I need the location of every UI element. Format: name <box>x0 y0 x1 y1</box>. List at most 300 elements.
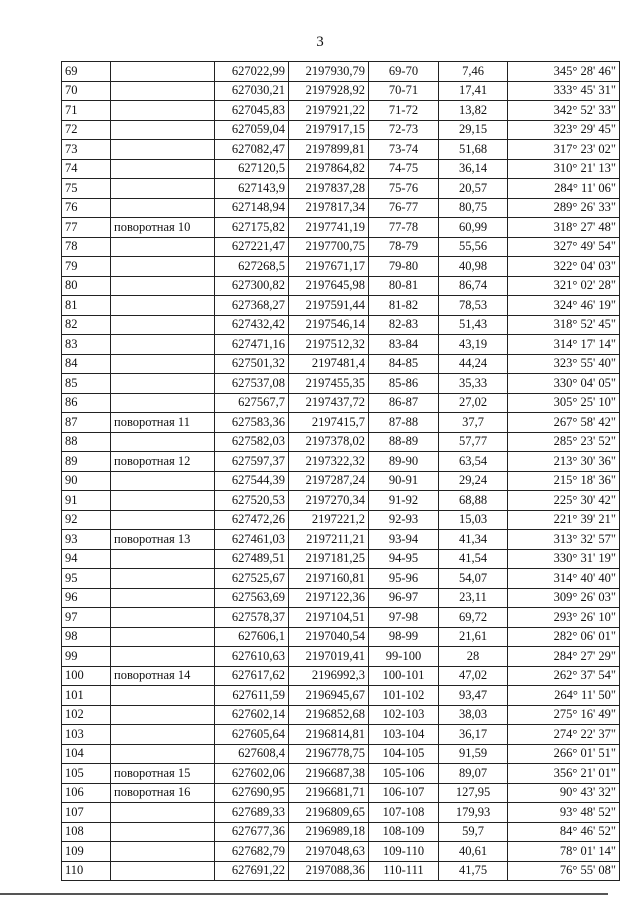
point-number-cell: 78 <box>62 237 111 257</box>
segment-cell: 69-70 <box>369 62 439 82</box>
segment-cell: 96-97 <box>369 588 439 608</box>
x-coordinate-cell: 627677,36 <box>215 822 289 842</box>
direction-angle-cell: 293° 26' 10" <box>508 608 620 628</box>
direction-angle-cell: 305° 25' 10" <box>508 393 620 413</box>
length-cell: 44,24 <box>439 354 508 374</box>
direction-angle-cell: 93° 48' 52" <box>508 803 620 823</box>
point-number-cell: 72 <box>62 120 111 140</box>
table-row <box>62 569 620 589</box>
direction-angle-cell: 330° 04' 05" <box>508 374 620 394</box>
segment-cell: 100-101 <box>369 666 439 686</box>
point-number-cell: 71 <box>62 101 111 121</box>
y-coordinate-cell: 2197917,15 <box>289 120 369 140</box>
x-coordinate-cell: 627045,83 <box>215 101 289 121</box>
y-coordinate-cell: 2197181,25 <box>289 549 369 569</box>
y-coordinate-cell: 2197378,02 <box>289 432 369 452</box>
table-row <box>62 666 620 686</box>
direction-angle-cell: 323° 29' 45" <box>508 120 620 140</box>
segment-cell: 78-79 <box>369 237 439 257</box>
segment-cell: 76-77 <box>369 198 439 218</box>
segment-cell: 110-111 <box>369 861 439 881</box>
x-coordinate-cell: 627082,47 <box>215 140 289 160</box>
direction-angle-cell: 264° 11' 50" <box>508 686 620 706</box>
table-row <box>62 471 620 491</box>
point-number-cell: 69 <box>62 62 111 82</box>
table-row <box>62 62 620 82</box>
direction-angle-cell: 289° 26' 33" <box>508 198 620 218</box>
table-row <box>62 530 620 550</box>
direction-angle-cell: 215° 18' 36" <box>508 471 620 491</box>
y-coordinate-cell: 2196989,18 <box>289 822 369 842</box>
direction-angle-cell: 309° 26' 03" <box>508 588 620 608</box>
point-type-cell <box>111 549 215 569</box>
point-type-cell: поворотная 14 <box>111 666 215 686</box>
point-number-cell: 97 <box>62 608 111 628</box>
direction-angle-cell: 342° 52' 33" <box>508 101 620 121</box>
length-cell: 78,53 <box>439 296 508 316</box>
table-row <box>62 549 620 569</box>
table-row <box>62 510 620 530</box>
point-type-cell <box>111 861 215 881</box>
y-coordinate-cell: 2197160,81 <box>289 569 369 589</box>
table-row <box>62 257 620 277</box>
table-row <box>62 647 620 667</box>
point-number-cell: 104 <box>62 744 111 764</box>
table-row <box>62 783 620 803</box>
direction-angle-cell: 345° 28' 46" <box>508 62 620 82</box>
table-row <box>62 393 620 413</box>
x-coordinate-cell: 627582,03 <box>215 432 289 452</box>
segment-cell: 109-110 <box>369 842 439 862</box>
point-number-cell: 73 <box>62 140 111 160</box>
x-coordinate-cell: 627221,47 <box>215 237 289 257</box>
segment-cell: 77-78 <box>369 218 439 238</box>
y-coordinate-cell: 2197481,4 <box>289 354 369 374</box>
point-type-cell <box>111 159 215 179</box>
table-row <box>62 861 620 881</box>
point-number-cell: 85 <box>62 374 111 394</box>
direction-angle-cell: 314° 40' 40" <box>508 569 620 589</box>
point-type-cell: поворотная 11 <box>111 413 215 433</box>
x-coordinate-cell: 627432,42 <box>215 315 289 335</box>
x-coordinate-cell: 627583,36 <box>215 413 289 433</box>
length-cell: 55,56 <box>439 237 508 257</box>
direction-angle-cell: 225° 30' 42" <box>508 491 620 511</box>
segment-cell: 74-75 <box>369 159 439 179</box>
x-coordinate-cell: 627120,5 <box>215 159 289 179</box>
table-row <box>62 588 620 608</box>
length-cell: 51,68 <box>439 140 508 160</box>
y-coordinate-cell: 2197221,2 <box>289 510 369 530</box>
segment-cell: 101-102 <box>369 686 439 706</box>
length-cell: 35,33 <box>439 374 508 394</box>
y-coordinate-cell: 2197700,75 <box>289 237 369 257</box>
table-row <box>62 608 620 628</box>
x-coordinate-cell: 627368,27 <box>215 296 289 316</box>
direction-angle-cell: 213° 30' 36" <box>508 452 620 472</box>
y-coordinate-cell: 2197741,19 <box>289 218 369 238</box>
point-number-cell: 76 <box>62 198 111 218</box>
point-number-cell: 75 <box>62 179 111 199</box>
point-type-cell <box>111 842 215 862</box>
length-cell: 91,59 <box>439 744 508 764</box>
point-type-cell <box>111 120 215 140</box>
direction-angle-cell: 275° 16' 49" <box>508 705 620 725</box>
x-coordinate-cell: 627690,95 <box>215 783 289 803</box>
x-coordinate-cell: 627030,21 <box>215 81 289 101</box>
point-number-cell: 93 <box>62 530 111 550</box>
point-number-cell: 87 <box>62 413 111 433</box>
table-row <box>62 159 620 179</box>
table-row <box>62 842 620 862</box>
y-coordinate-cell: 2197837,28 <box>289 179 369 199</box>
table-row <box>62 627 620 647</box>
y-coordinate-cell: 2197415,7 <box>289 413 369 433</box>
direction-angle-cell: 356° 21' 01" <box>508 764 620 784</box>
segment-cell: 72-73 <box>369 120 439 140</box>
x-coordinate-cell: 627544,39 <box>215 471 289 491</box>
point-number-cell: 106 <box>62 783 111 803</box>
length-cell: 80,75 <box>439 198 508 218</box>
y-coordinate-cell: 2197040,54 <box>289 627 369 647</box>
point-number-cell: 103 <box>62 725 111 745</box>
x-coordinate-cell: 627461,03 <box>215 530 289 550</box>
point-number-cell: 94 <box>62 549 111 569</box>
table-row <box>62 198 620 218</box>
point-number-cell: 98 <box>62 627 111 647</box>
length-cell: 21,61 <box>439 627 508 647</box>
point-number-cell: 102 <box>62 705 111 725</box>
length-cell: 13,82 <box>439 101 508 121</box>
y-coordinate-cell: 2196681,71 <box>289 783 369 803</box>
y-coordinate-cell: 2197512,32 <box>289 335 369 355</box>
length-cell: 37,7 <box>439 413 508 433</box>
direction-angle-cell: 76° 55' 08" <box>508 861 620 881</box>
y-coordinate-cell: 2197211,21 <box>289 530 369 550</box>
point-type-cell <box>111 315 215 335</box>
point-type-cell <box>111 725 215 745</box>
x-coordinate-cell: 627602,06 <box>215 764 289 784</box>
direction-angle-cell: 267° 58' 42" <box>508 413 620 433</box>
table-row <box>62 803 620 823</box>
point-type-cell: поворотная 13 <box>111 530 215 550</box>
point-type-cell <box>111 237 215 257</box>
x-coordinate-cell: 627691,22 <box>215 861 289 881</box>
direction-angle-cell: 284° 11' 06" <box>508 179 620 199</box>
point-number-cell: 105 <box>62 764 111 784</box>
x-coordinate-cell: 627689,33 <box>215 803 289 823</box>
point-type-cell: поворотная 15 <box>111 764 215 784</box>
segment-cell: 93-94 <box>369 530 439 550</box>
point-type-cell <box>111 822 215 842</box>
direction-angle-cell: 266° 01' 51" <box>508 744 620 764</box>
length-cell: 89,07 <box>439 764 508 784</box>
point-type-cell <box>111 647 215 667</box>
point-number-cell: 80 <box>62 276 111 296</box>
point-number-cell: 81 <box>62 296 111 316</box>
point-number-cell: 88 <box>62 432 111 452</box>
segment-cell: 104-105 <box>369 744 439 764</box>
y-coordinate-cell: 2196814,81 <box>289 725 369 745</box>
point-type-cell <box>111 627 215 647</box>
x-coordinate-cell: 627525,67 <box>215 569 289 589</box>
point-type-cell <box>111 179 215 199</box>
direction-angle-cell: 78° 01' 14" <box>508 842 620 862</box>
segment-cell: 88-89 <box>369 432 439 452</box>
y-coordinate-cell: 2197864,82 <box>289 159 369 179</box>
segment-cell: 84-85 <box>369 354 439 374</box>
length-cell: 41,34 <box>439 530 508 550</box>
y-coordinate-cell: 2196809,65 <box>289 803 369 823</box>
point-number-cell: 96 <box>62 588 111 608</box>
x-coordinate-cell: 627268,5 <box>215 257 289 277</box>
point-number-cell: 70 <box>62 81 111 101</box>
point-number-cell: 107 <box>62 803 111 823</box>
direction-angle-cell: 284° 27' 29" <box>508 647 620 667</box>
point-number-cell: 83 <box>62 335 111 355</box>
length-cell: 40,98 <box>439 257 508 277</box>
length-cell: 36,17 <box>439 725 508 745</box>
segment-cell: 107-108 <box>369 803 439 823</box>
table-row <box>62 764 620 784</box>
point-type-cell <box>111 393 215 413</box>
segment-cell: 75-76 <box>369 179 439 199</box>
table-row <box>62 81 620 101</box>
point-type-cell <box>111 744 215 764</box>
table-row <box>62 179 620 199</box>
segment-cell: 79-80 <box>369 257 439 277</box>
point-type-cell <box>111 81 215 101</box>
segment-cell: 90-91 <box>369 471 439 491</box>
y-coordinate-cell: 2197322,32 <box>289 452 369 472</box>
point-number-cell: 100 <box>62 666 111 686</box>
direction-angle-cell: 318° 27' 48" <box>508 218 620 238</box>
segment-cell: 98-99 <box>369 627 439 647</box>
point-number-cell: 82 <box>62 315 111 335</box>
direction-angle-cell: 333° 45' 31" <box>508 81 620 101</box>
y-coordinate-cell: 2197671,17 <box>289 257 369 277</box>
point-number-cell: 79 <box>62 257 111 277</box>
point-number-cell: 89 <box>62 452 111 472</box>
table-row <box>62 744 620 764</box>
length-cell: 20,57 <box>439 179 508 199</box>
point-type-cell: поворотная 10 <box>111 218 215 238</box>
segment-cell: 73-74 <box>369 140 439 160</box>
point-type-cell <box>111 491 215 511</box>
x-coordinate-cell: 627567,7 <box>215 393 289 413</box>
x-coordinate-cell: 627143,9 <box>215 179 289 199</box>
table-row <box>62 218 620 238</box>
table-row <box>62 452 620 472</box>
point-type-cell <box>111 432 215 452</box>
y-coordinate-cell: 2197921,22 <box>289 101 369 121</box>
table-row <box>62 335 620 355</box>
segment-cell: 86-87 <box>369 393 439 413</box>
table-row <box>62 237 620 257</box>
point-number-cell: 90 <box>62 471 111 491</box>
length-cell: 41,54 <box>439 549 508 569</box>
point-number-cell: 95 <box>62 569 111 589</box>
direction-angle-cell: 330° 31' 19" <box>508 549 620 569</box>
point-type-cell <box>111 198 215 218</box>
point-number-cell: 109 <box>62 842 111 862</box>
point-number-cell: 86 <box>62 393 111 413</box>
coordinates-table <box>61 61 620 881</box>
x-coordinate-cell: 627471,16 <box>215 335 289 355</box>
direction-angle-cell: 317° 23' 02" <box>508 140 620 160</box>
point-type-cell <box>111 686 215 706</box>
y-coordinate-cell: 2197048,63 <box>289 842 369 862</box>
y-coordinate-cell: 2197088,36 <box>289 861 369 881</box>
point-type-cell <box>111 510 215 530</box>
length-cell: 40,61 <box>439 842 508 862</box>
x-coordinate-cell: 627617,62 <box>215 666 289 686</box>
x-coordinate-cell: 627148,94 <box>215 198 289 218</box>
direction-angle-cell: 84° 46' 52" <box>508 822 620 842</box>
length-cell: 17,41 <box>439 81 508 101</box>
length-cell: 60,99 <box>439 218 508 238</box>
x-coordinate-cell: 627472,26 <box>215 510 289 530</box>
x-coordinate-cell: 627611,59 <box>215 686 289 706</box>
point-type-cell <box>111 257 215 277</box>
point-type-cell <box>111 276 215 296</box>
length-cell: 27,02 <box>439 393 508 413</box>
length-cell: 51,43 <box>439 315 508 335</box>
y-coordinate-cell: 2197817,34 <box>289 198 369 218</box>
table-row <box>62 315 620 335</box>
direction-angle-cell: 282° 06' 01" <box>508 627 620 647</box>
direction-angle-cell: 318° 52' 45" <box>508 315 620 335</box>
direction-angle-cell: 322° 04' 03" <box>508 257 620 277</box>
x-coordinate-cell: 627537,08 <box>215 374 289 394</box>
x-coordinate-cell: 627610,63 <box>215 647 289 667</box>
x-coordinate-cell: 627602,14 <box>215 705 289 725</box>
bottom-rule <box>0 893 608 895</box>
length-cell: 41,75 <box>439 861 508 881</box>
direction-angle-cell: 221° 39' 21" <box>508 510 620 530</box>
y-coordinate-cell: 2196852,68 <box>289 705 369 725</box>
table-row <box>62 374 620 394</box>
y-coordinate-cell: 2197104,51 <box>289 608 369 628</box>
table-row <box>62 276 620 296</box>
y-coordinate-cell: 2196992,3 <box>289 666 369 686</box>
y-coordinate-cell: 2197019,41 <box>289 647 369 667</box>
length-cell: 69,72 <box>439 608 508 628</box>
y-coordinate-cell: 2197546,14 <box>289 315 369 335</box>
y-coordinate-cell: 2196687,38 <box>289 764 369 784</box>
point-type-cell <box>111 140 215 160</box>
point-type-cell <box>111 101 215 121</box>
segment-cell: 92-93 <box>369 510 439 530</box>
x-coordinate-cell: 627605,64 <box>215 725 289 745</box>
table-row <box>62 822 620 842</box>
point-type-cell <box>111 374 215 394</box>
point-number-cell: 92 <box>62 510 111 530</box>
length-cell: 43,19 <box>439 335 508 355</box>
direction-angle-cell: 327° 49' 54" <box>508 237 620 257</box>
direction-angle-cell: 285° 23' 52" <box>508 432 620 452</box>
segment-cell: 87-88 <box>369 413 439 433</box>
length-cell: 86,74 <box>439 276 508 296</box>
segment-cell: 99-100 <box>369 647 439 667</box>
direction-angle-cell: 262° 37' 54" <box>508 666 620 686</box>
page-number: 3 <box>316 34 324 50</box>
segment-cell: 81-82 <box>369 296 439 316</box>
point-type-cell <box>111 471 215 491</box>
point-type-cell <box>111 335 215 355</box>
segment-cell: 80-81 <box>369 276 439 296</box>
length-cell: 47,02 <box>439 666 508 686</box>
x-coordinate-cell: 627300,82 <box>215 276 289 296</box>
x-coordinate-cell: 627175,82 <box>215 218 289 238</box>
y-coordinate-cell: 2197437,72 <box>289 393 369 413</box>
table-row <box>62 101 620 121</box>
point-number-cell: 74 <box>62 159 111 179</box>
length-cell: 15,03 <box>439 510 508 530</box>
length-cell: 7,46 <box>439 62 508 82</box>
table-row <box>62 491 620 511</box>
direction-angle-cell: 314° 17' 14" <box>508 335 620 355</box>
y-coordinate-cell: 2197287,24 <box>289 471 369 491</box>
length-cell: 179,93 <box>439 803 508 823</box>
point-number-cell: 110 <box>62 861 111 881</box>
point-number-cell: 77 <box>62 218 111 238</box>
direction-angle-cell: 324° 46' 19" <box>508 296 620 316</box>
point-type-cell <box>111 803 215 823</box>
table-row <box>62 140 620 160</box>
direction-angle-cell: 90° 43' 32" <box>508 783 620 803</box>
table-row <box>62 432 620 452</box>
x-coordinate-cell: 627520,53 <box>215 491 289 511</box>
x-coordinate-cell: 627563,69 <box>215 588 289 608</box>
length-cell: 57,77 <box>439 432 508 452</box>
point-number-cell: 108 <box>62 822 111 842</box>
segment-cell: 105-106 <box>369 764 439 784</box>
y-coordinate-cell: 2196945,67 <box>289 686 369 706</box>
length-cell: 38,03 <box>439 705 508 725</box>
length-cell: 68,88 <box>439 491 508 511</box>
direction-angle-cell: 274° 22' 37" <box>508 725 620 745</box>
x-coordinate-cell: 627682,79 <box>215 842 289 862</box>
point-number-cell: 101 <box>62 686 111 706</box>
point-type-cell <box>111 705 215 725</box>
length-cell: 29,15 <box>439 120 508 140</box>
table-body <box>62 62 620 881</box>
y-coordinate-cell: 2196778,75 <box>289 744 369 764</box>
x-coordinate-cell: 627022,99 <box>215 62 289 82</box>
table-row <box>62 354 620 374</box>
point-type-cell: поворотная 12 <box>111 452 215 472</box>
direction-angle-cell: 321° 02' 28" <box>508 276 620 296</box>
point-type-cell: поворотная 16 <box>111 783 215 803</box>
length-cell: 63,54 <box>439 452 508 472</box>
y-coordinate-cell: 2197591,44 <box>289 296 369 316</box>
y-coordinate-cell: 2197270,34 <box>289 491 369 511</box>
point-number-cell: 84 <box>62 354 111 374</box>
point-type-cell <box>111 608 215 628</box>
segment-cell: 83-84 <box>369 335 439 355</box>
point-type-cell <box>111 354 215 374</box>
direction-angle-cell: 310° 21' 13" <box>508 159 620 179</box>
y-coordinate-cell: 2197899,81 <box>289 140 369 160</box>
point-type-cell <box>111 569 215 589</box>
length-cell: 54,07 <box>439 569 508 589</box>
direction-angle-cell: 313° 32' 57" <box>508 530 620 550</box>
point-type-cell <box>111 62 215 82</box>
segment-cell: 102-103 <box>369 705 439 725</box>
table-row <box>62 705 620 725</box>
direction-angle-cell: 323° 55' 40" <box>508 354 620 374</box>
